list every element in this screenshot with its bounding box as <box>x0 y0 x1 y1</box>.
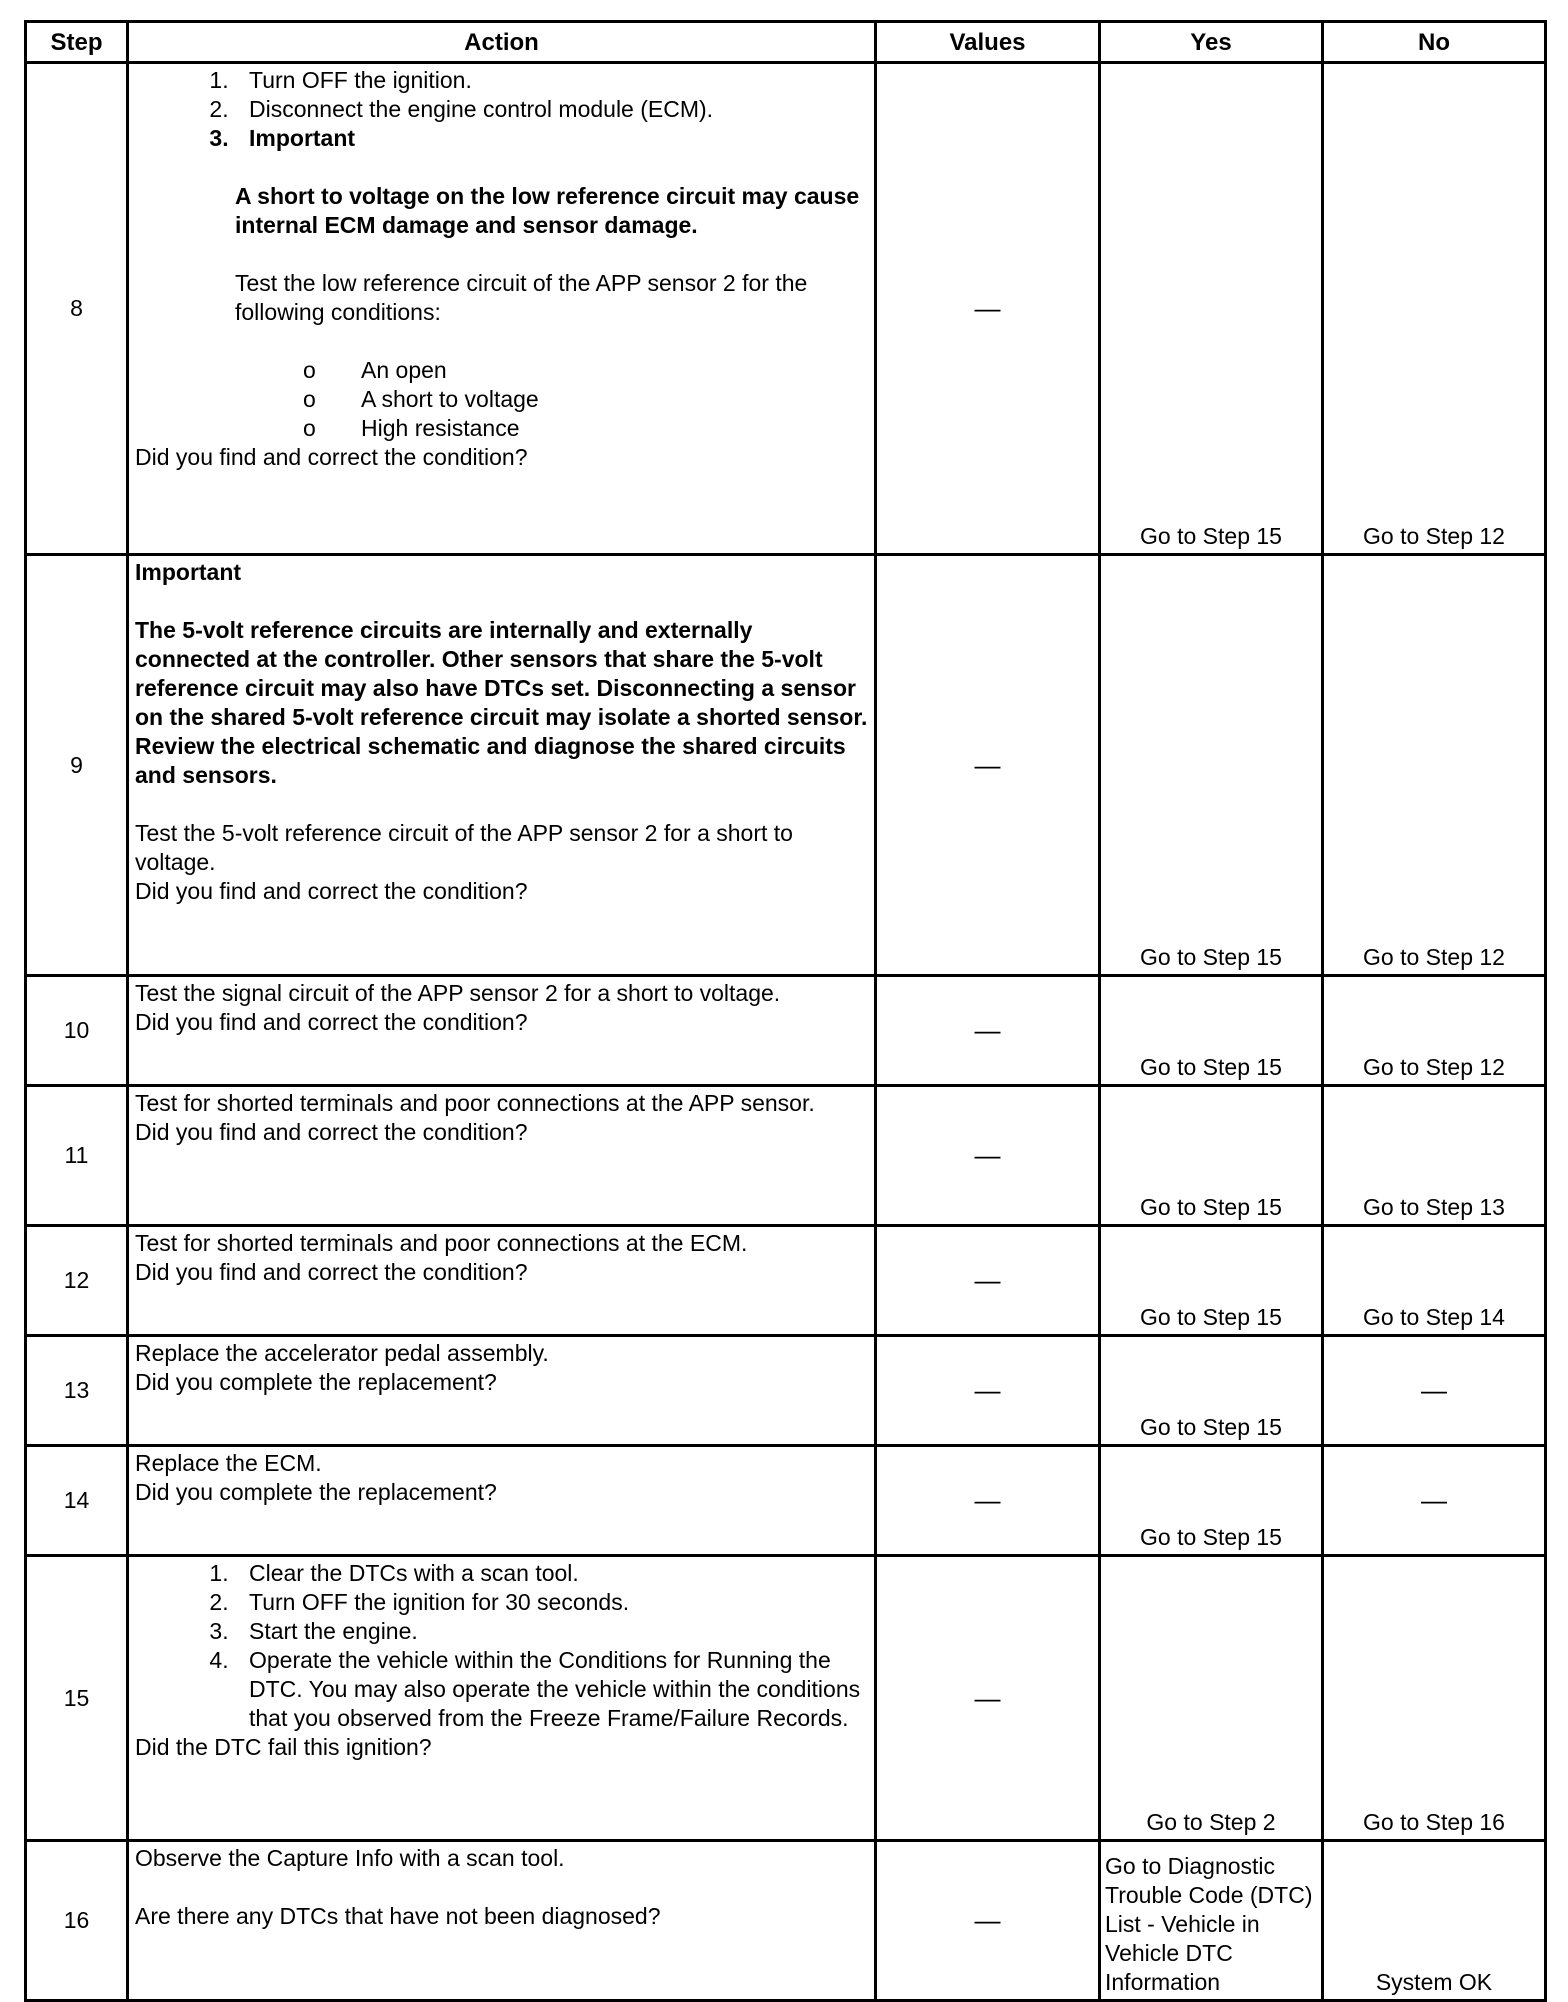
step-number: 8 <box>26 63 128 555</box>
list-item: 2. Disconnect the engine control module (ECM). <box>235 95 868 124</box>
value-cell: — <box>876 1841 1100 2001</box>
list-item: 1. Clear the DTCs with a scan tool. <box>235 1559 868 1588</box>
table-row-step-10 <box>26 976 1546 1086</box>
no-cell: — <box>1323 1446 1546 1556</box>
yes-cell: Go to Step 15 <box>1100 1336 1323 1446</box>
table-row-step-11 <box>26 1086 1546 1226</box>
question: Did you find and correct the condition? <box>135 1119 528 1145</box>
list-item: 4. Operate the vehicle within the Conditions for Running the DTC. You may also operate the vehicle within the conditions that you observed from the Freeze Frame/Failure Records. <box>235 1646 868 1733</box>
value-cell: — <box>876 1226 1100 1336</box>
condition-list <box>135 356 868 443</box>
value-cell: — <box>876 1556 1100 1841</box>
diagnostic-table <box>24 20 1547 2002</box>
question: Did you complete the replacement? <box>135 1369 497 1395</box>
question: Did the DTC fail this ignition? <box>135 1734 432 1760</box>
value-cell: — <box>876 976 1100 1086</box>
value-cell: — <box>876 1446 1100 1556</box>
step-number: 16 <box>26 1841 128 2001</box>
action-cell <box>128 1336 876 1446</box>
table-row-step-9 <box>26 555 1546 976</box>
no-cell: Go to Step 16 <box>1323 1556 1546 1841</box>
table-row-step-8 <box>26 63 1546 555</box>
no-cell: — <box>1323 1336 1546 1446</box>
important-heading: Important <box>135 559 242 585</box>
header-action: Action <box>128 22 876 63</box>
list-item: 3. Start the engine. <box>235 1617 868 1646</box>
action-cell <box>128 1226 876 1336</box>
important-note: The 5-volt reference circuits are internally and externally connected at the controller. Other sensors that share the 5-volt reference circuit may also have DTCs set. Disconnecting a sensor on the shared 5-volt reference circuit may isolate a shorted sensor. Review the electrical schematic and diagnose the shared circuits and sensors. <box>135 617 868 788</box>
action-steps <box>135 1559 868 1733</box>
step-number: 9 <box>26 555 128 976</box>
table-row-step-16 <box>26 1841 1546 2001</box>
no-cell: Go to Step 12 <box>1323 976 1546 1086</box>
action-cell <box>128 555 876 976</box>
question: Are there any DTCs that have not been diagnosed? <box>135 1903 661 1929</box>
no-cell: Go to Step 12 <box>1323 63 1546 555</box>
step-number: 11 <box>26 1086 128 1226</box>
action-text: Test for shorted terminals and poor connections at the ECM. <box>135 1230 748 1256</box>
action-text: Replace the accelerator pedal assembly. <box>135 1340 549 1366</box>
table-row-step-14 <box>26 1446 1546 1556</box>
list-item: o A short to voltage <box>347 385 868 414</box>
no-cell: Go to Step 13 <box>1323 1086 1546 1226</box>
header-no: No <box>1323 22 1546 63</box>
table-row-step-12 <box>26 1226 1546 1336</box>
no-cell: System OK <box>1323 1841 1546 2001</box>
value-cell: — <box>876 63 1100 555</box>
question: Did you find and correct the condition? <box>135 878 528 904</box>
yes-cell: Go to Step 15 <box>1100 1226 1323 1336</box>
no-cell: Go to Step 14 <box>1323 1226 1546 1336</box>
value-cell: — <box>876 1086 1100 1226</box>
list-item: o An open <box>347 356 868 385</box>
action-cell <box>128 1086 876 1226</box>
header-yes: Yes <box>1100 22 1323 63</box>
action-steps <box>135 66 868 153</box>
step-number: 15 <box>26 1556 128 1841</box>
action-cell <box>128 1556 876 1841</box>
step-number: 14 <box>26 1446 128 1556</box>
action-cell <box>128 1446 876 1556</box>
action-text: Test the 5-volt reference circuit of the APP sensor 2 for a short to voltage. <box>135 820 793 875</box>
action-cell <box>128 976 876 1086</box>
table-row-step-13 <box>26 1336 1546 1446</box>
yes-cell: Go to Step 15 <box>1100 1086 1323 1226</box>
action-text: Replace the ECM. <box>135 1450 322 1476</box>
list-item: o High resistance <box>347 414 868 443</box>
step-number: 10 <box>26 976 128 1086</box>
yes-cell: Go to Diagnostic Trouble Code (DTC) List - Vehicle in Vehicle DTC Information <box>1100 1841 1323 2001</box>
action-text: Test the signal circuit of the APP sensor 2 for a short to voltage. <box>135 980 781 1006</box>
action-text: Observe the Capture Info with a scan tool. <box>135 1845 565 1871</box>
value-cell: — <box>876 555 1100 976</box>
header-step: Step <box>26 22 128 63</box>
question: Did you find and correct the condition? <box>135 1259 528 1285</box>
action-cell <box>128 63 876 555</box>
no-cell: Go to Step 12 <box>1323 555 1546 976</box>
step-number: 13 <box>26 1336 128 1446</box>
question: Did you find and correct the condition? <box>135 444 528 470</box>
value-cell: — <box>876 1336 1100 1446</box>
action-cell <box>128 1841 876 2001</box>
yes-cell: Go to Step 15 <box>1100 63 1323 555</box>
list-item: 1. Turn OFF the ignition. <box>235 66 868 95</box>
step-number: 12 <box>26 1226 128 1336</box>
list-item: 3. Important <box>235 124 868 153</box>
important-note: A short to voltage on the low reference circuit may cause internal ECM damage and sensor damage. <box>235 183 860 238</box>
question: Did you complete the replacement? <box>135 1479 497 1505</box>
yes-cell: Go to Step 15 <box>1100 976 1323 1086</box>
yes-cell: Go to Step 2 <box>1100 1556 1323 1841</box>
header-row <box>26 22 1546 63</box>
yes-cell: Go to Step 15 <box>1100 1446 1323 1556</box>
header-values: Values <box>876 22 1100 63</box>
action-text: Test for shorted terminals and poor connections at the APP sensor. <box>135 1090 815 1116</box>
question: Did you find and correct the condition? <box>135 1009 528 1035</box>
action-text: Test the low reference circuit of the APP sensor 2 for the following conditions: <box>235 270 808 325</box>
list-item: 2. Turn OFF the ignition for 30 seconds. <box>235 1588 868 1617</box>
yes-cell: Go to Step 15 <box>1100 555 1323 976</box>
table-row-step-15 <box>26 1556 1546 1841</box>
